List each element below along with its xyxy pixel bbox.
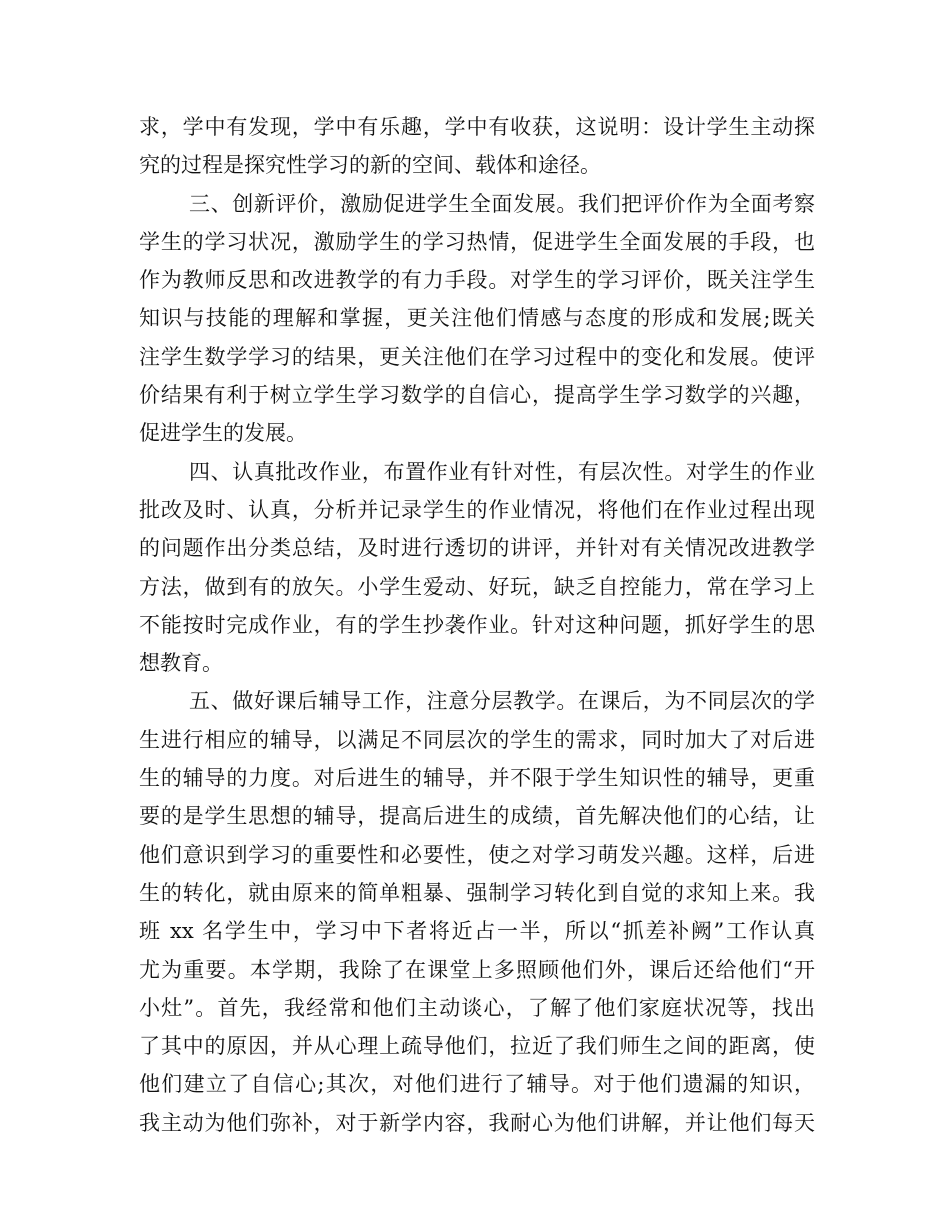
- text-line: 他们意识到学习的重要性和必要性，使之对学习萌发兴趣。这样，后进: [139, 842, 815, 867]
- text-line: 小灶”。首先，我经常和他们主动谈心，了解了他们家庭状况等，找出: [139, 995, 815, 1020]
- text-line: 促进学生的发展。: [139, 421, 307, 446]
- text-line: 想教育。: [139, 651, 223, 676]
- text-line: 了其中的原因，并从心理上疏导他们，拉近了我们师生之间的距离，使: [139, 1034, 815, 1059]
- text-line: 求，学中有发现，学中有乐趣，学中有收获，这说明：设计学生主动探: [139, 115, 815, 139]
- text-line: 价结果有利于树立学生学习数学的自信心，提高学生学习数学的兴趣，: [139, 383, 815, 408]
- text-line: 要的是学生思想的辅导，提高后进生的成绩，首先解决他们的心结，让: [139, 804, 815, 829]
- text-line: 生的辅导的力度。对后进生的辅导，并不限于学生知识性的辅导，更重: [139, 766, 815, 791]
- document-body: [139, 108, 815, 1142]
- text-line: 班 xx 名学生中，学习中下者将近占一半，所以“抓差补阙”工作认真: [139, 919, 815, 944]
- text-line: 生的转化，就由原来的简单粗暴、强制学习转化到自觉的求知上来。我: [139, 880, 815, 905]
- text-line: 批改及时、认真，分析并记录学生的作业情况，将他们在作业过程出现: [139, 497, 815, 522]
- text-line: 尤为重要。本学期，我除了在课堂上多照顾他们外，课后还给他们“开: [139, 957, 815, 982]
- section-heading-line: 三、创新评价，激励促进学生全面发展。我们把评价作为全面考察: [189, 191, 815, 216]
- section-heading-line: 五、做好课后辅导工作，注意分层教学。在课后，为不同层次的学: [189, 689, 815, 714]
- text-line: 生进行相应的辅导，以满足不同层次的学生的需求，同时加大了对后进: [139, 727, 815, 752]
- text-line: 知识与技能的理解和掌握，更关注他们情感与态度的形成和发展;既关: [139, 306, 815, 331]
- text-line: 注学生数学学习的结果，更关注他们在学习过程中的变化和发展。使评: [139, 344, 815, 369]
- text-line: 方法，做到有的放矢。小学生爱动、好玩，缺乏自控能力，常在学习上: [139, 574, 815, 599]
- text-line: 学生的学习状况，激励学生的学习热情，促进学生全面发展的手段，也: [139, 229, 815, 254]
- text-line: 究的过程是探究性学习的新的空间、载体和途径。: [139, 153, 601, 178]
- section-heading-line: 四、认真批改作业，布置作业有针对性，有层次性。对学生的作业: [189, 459, 815, 484]
- text-line: 不能按时完成作业，有的学生抄袭作业。针对这种问题，抓好学生的思: [139, 612, 815, 637]
- text-line: 作为教师反思和改进教学的有力手段。对学生的学习评价，既关注学生: [139, 268, 815, 293]
- text-line: 他们建立了自信心;其次，对他们进行了辅导。对于他们遗漏的知识，: [139, 1072, 815, 1097]
- text-line: 的问题作出分类总结，及时进行透切的讲评，并针对有关情况改进教学: [139, 536, 815, 561]
- text-line: 我主动为他们弥补，对于新学内容，我耐心为他们讲解，并让他们每天: [139, 1110, 815, 1135]
